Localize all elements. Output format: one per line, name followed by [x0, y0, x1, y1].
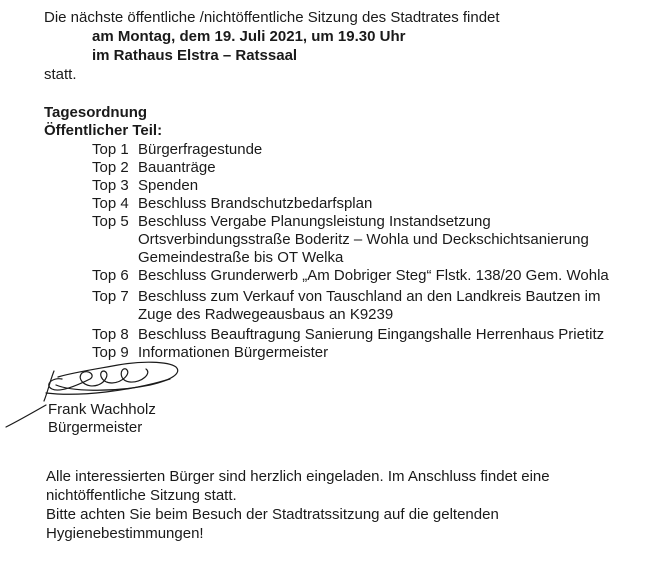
agenda-item-text: Beschluss Vergabe Planungsleistung Instandsetzung — [138, 213, 491, 230]
agenda-heading: Tagesordnung — [44, 104, 148, 121]
agenda-item — [92, 159, 216, 177]
footer-text: Hygienebestimmungen! — [46, 525, 204, 542]
agenda-item-label: Top 6 — [92, 267, 129, 284]
agenda-item-label: Top 2 — [92, 159, 129, 176]
agenda-item-text: Informationen Bürgermeister — [138, 344, 329, 361]
agenda-item-continuation: Zuge des Radwegeausbaus an K9239 — [138, 306, 394, 323]
footer-text: Alle interessierten Bürger sind herzlich eingeladen. Im Anschluss findet eine — [46, 468, 550, 485]
agenda-item-label: Top 4 — [92, 195, 129, 212]
agenda-item-continuation: Gemeindestraße bis OT Welka — [138, 249, 344, 266]
agenda-item — [92, 267, 609, 285]
signer-name: Frank Wachholz — [48, 401, 156, 418]
meeting-date: am Montag, dem 19. Juli 2021, um 19.30 Uhr — [92, 28, 406, 45]
agenda-item-label: Top 1 — [92, 141, 129, 158]
agenda-item-text: Beschluss zum Verkauf von Tauschland an den Landkreis Bautzen im — [138, 288, 601, 305]
agenda-item — [92, 195, 372, 213]
agenda-item-label: Top 8 — [92, 326, 129, 343]
agenda-item — [92, 288, 601, 306]
footer-text: nichtöffentliche Sitzung statt. — [46, 487, 237, 504]
agenda-item — [92, 326, 604, 344]
agenda-item-text: Beschluss Brandschutzbedarfsplan — [138, 195, 373, 212]
agenda-item-text: Beschluss Beauftragung Sanierung Eingangshalle Herrenhaus Prietitz — [138, 326, 605, 343]
agenda-subheading: Öffentlicher Teil: — [44, 122, 163, 139]
agenda-item — [92, 213, 491, 231]
agenda-item-label: Top 9 — [92, 344, 129, 361]
agenda-item-label: Top 5 — [92, 213, 129, 230]
agenda-item — [92, 177, 198, 195]
agenda-item-text: Spenden — [138, 177, 199, 194]
meeting-place: im Rathaus Elstra – Ratssaal — [92, 47, 298, 64]
agenda-item-text: Bauanträge — [138, 159, 216, 176]
footer-text: Bitte achten Sie beim Besuch der Stadtratssitzung auf die geltenden — [46, 506, 499, 523]
agenda-item-text: Bürgerfragestunde — [138, 141, 263, 158]
intro-statt: statt. — [44, 66, 77, 83]
agenda-item-label: Top 7 — [92, 288, 129, 305]
agenda-item-text: Beschluss Grunderwerb „Am Dobriger Steg“ Flstk. 138/20 Gem. Wohla — [138, 267, 609, 284]
signer-title: Bürgermeister — [48, 419, 143, 436]
agenda-item-continuation: Ortsverbindungsstraße Boderitz – Wohla und Deckschichtsanierung — [138, 231, 589, 248]
intro-text: Die nächste öffentliche /nichtöffentliche Sitzung des Stadtrates findet — [44, 9, 500, 26]
agenda-item-label: Top 3 — [92, 177, 129, 194]
agenda-item — [92, 141, 262, 159]
